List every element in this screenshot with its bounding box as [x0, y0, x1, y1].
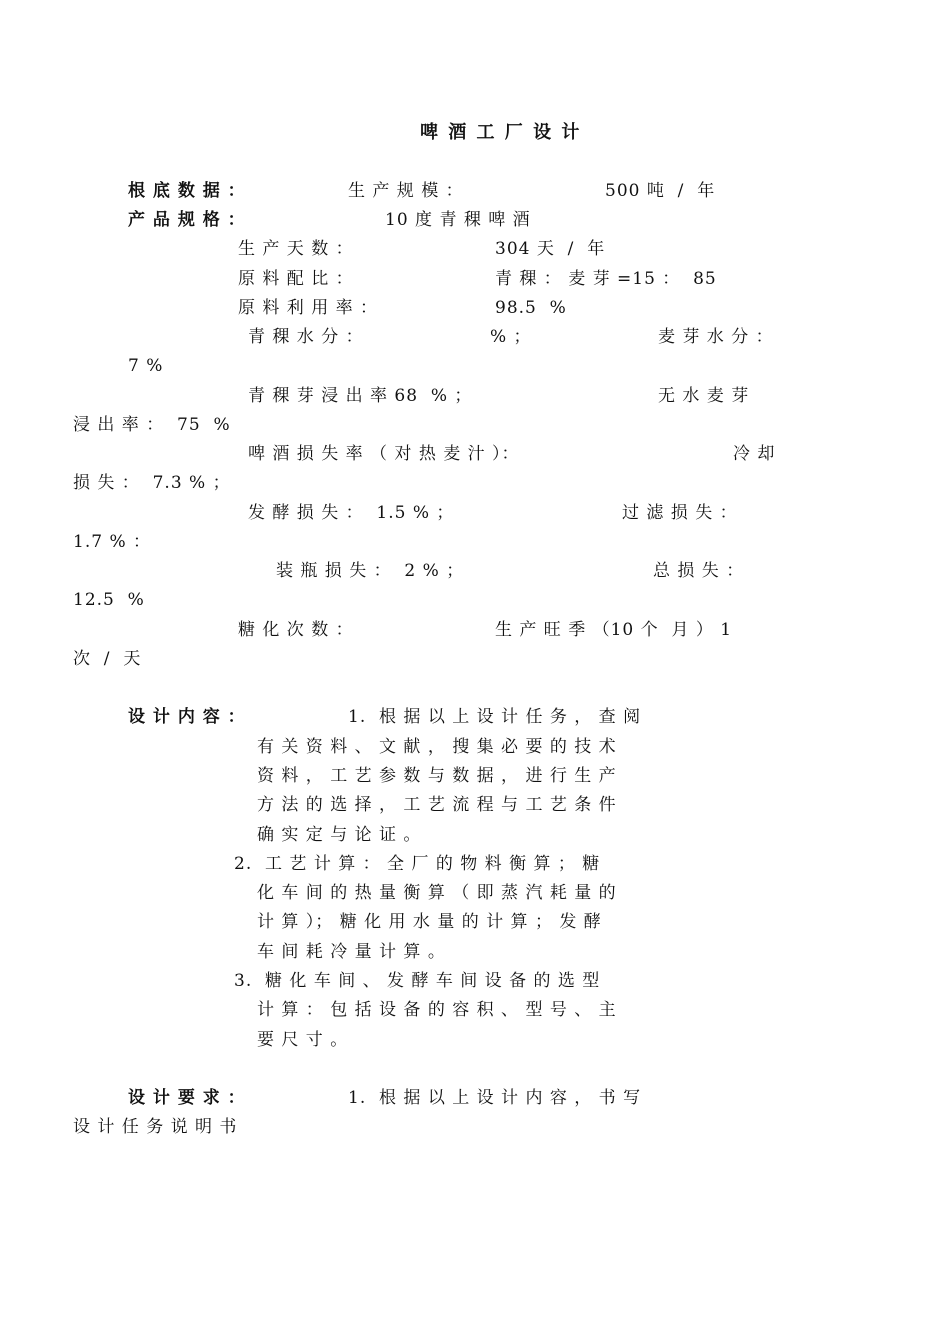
moisture-a-label: 青 稞 水 分 ： [248, 327, 364, 347]
content-item1-line: 方 法 的 选 择 ， 工 艺 流 程 与 工 艺 条 件 [257, 795, 617, 815]
basis-label: 根 底 数 据 ： [128, 181, 246, 201]
bottle-loss: 装 瓶 损 失 ： 2 % ； [276, 561, 465, 581]
page-title: 啤 酒 工 厂 设 计 [420, 122, 581, 143]
content-item2-line: 2. 工 艺 计 算 ： 全 厂 的 物 料 衡 算 ； 糖 [234, 854, 601, 874]
cool-loss-cont: 损 失 ： 7.3 % ； [73, 473, 231, 493]
ferm-loss: 发 酵 损 失 ： 1.5 % ； [248, 503, 455, 523]
moisture-b-label: 麦 芽 水 分 ： [658, 327, 774, 347]
content-item2-line: 化 车 间 的 热 量 衡 算 （ 即 蒸 汽 耗 量 的 [257, 883, 617, 903]
cool-loss-label: 冷 却 [733, 444, 776, 464]
content-item1-line: 确 实 定 与 论 证 。 [257, 825, 422, 845]
total-loss-label: 总 损 失 ： [653, 561, 745, 581]
mash-label: 糖 化 次 数 ： [238, 620, 354, 640]
util-value: 98.5 % [495, 298, 567, 318]
content-item3-line: 要 尺 寸 。 [257, 1030, 349, 1050]
content-item3-line: 3. 糖 化 车 间 、 发 酵 车 间 设 备 的 选 型 [234, 971, 601, 991]
requirements-label: 设 计 要 求 ： [128, 1088, 246, 1108]
ratio-value: 青 稞 ： 麦 芽 =15 ： 85 [495, 269, 717, 289]
moisture-b-value: 7 % [128, 356, 164, 376]
days-value: 304 天 / 年 [495, 239, 606, 259]
days-label: 生 产 天 数 ： [238, 239, 354, 259]
filter-loss-label: 过 滤 损 失 ： [622, 503, 738, 523]
util-label: 原 料 利 用 率 ： [238, 298, 379, 318]
mash-value: 生 产 旺 季 （10 个 月 ） 1 [495, 620, 733, 640]
extract-a: 青 稞 芽 浸 出 率 68 % ； [248, 386, 473, 406]
ratio-label: 原 料 配 比 ： [238, 269, 354, 289]
content-item1-line: 有 关 资 料 、 文 献 ， 搜 集 必 要 的 技 术 [257, 737, 617, 757]
requirements-item1: 1. 根 据 以 上 设 计 内 容 ， 书 写 [348, 1088, 642, 1108]
content-item2-line: 车 间 耗 冷 量 计 算 。 [257, 942, 446, 962]
content-item3-line: 计 算 ： 包 括 设 备 的 容 积 、 型 号 、 主 [257, 1000, 617, 1020]
content-label: 设 计 内 容 ： [128, 707, 246, 727]
beer-loss-label: 啤 酒 损 失 率 （ 对 热 麦 汁 ）： [248, 444, 520, 464]
spec-label: 产 品 规 格 ： [128, 210, 246, 230]
extract-b-cont: 浸 出 率 ： 75 % [73, 415, 231, 435]
mash-cont: 次 / 天 [73, 649, 142, 669]
moisture-a-value: % ； [490, 327, 532, 347]
filter-loss-value: 1.7 % ： [73, 532, 151, 552]
content-item2-line: 计 算 ）； 糖 化 用 水 量 的 计 算 ； 发 酵 [257, 912, 602, 932]
scale-label: 生 产 规 模 ： [348, 181, 464, 201]
requirements-item1-cont: 设 计 任 务 说 明 书 [73, 1117, 238, 1137]
total-loss-value: 12.5 % [73, 590, 145, 610]
content-item1-line: 资 料 ， 工 艺 参 数 与 数 据 ， 进 行 生 产 [257, 766, 617, 786]
content-item1-line: 1. 根 据 以 上 设 计 任 务 ， 查 阅 [348, 707, 642, 727]
spec-value: 10 度 青 稞 啤 酒 [385, 210, 531, 230]
extract-b: 无 水 麦 芽 [658, 386, 750, 406]
scale-value: 500 吨 / 年 [605, 181, 716, 201]
